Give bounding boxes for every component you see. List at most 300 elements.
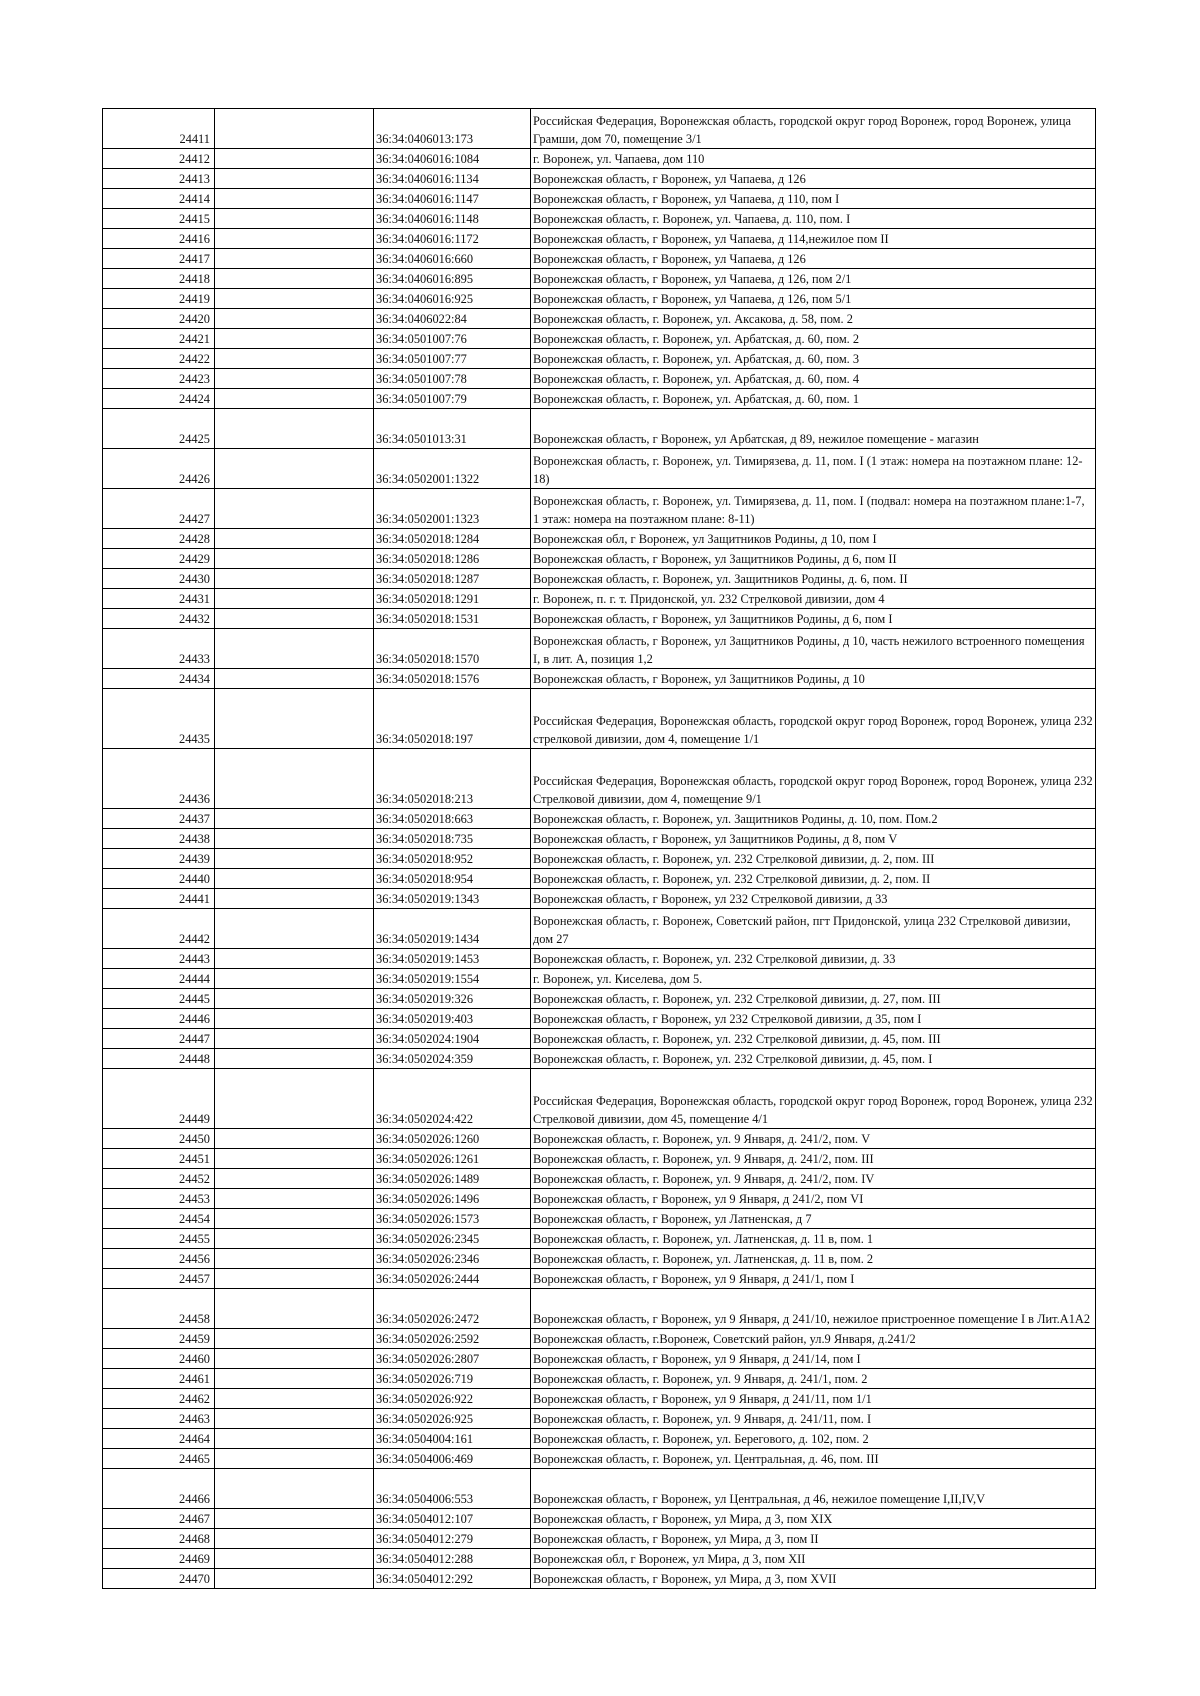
address-cell: Воронежская область, г. Воронеж, ул. Арбатская, д. 60, пом. 4 — [531, 369, 1096, 389]
cadastral-number-cell: 36:34:0502018:735 — [374, 829, 531, 849]
row-number-cell: 24465 — [103, 1449, 215, 1469]
cadastral-number-cell: 36:34:0502018:952 — [374, 849, 531, 869]
row-number-cell: 24448 — [103, 1049, 215, 1069]
table-row — [103, 549, 1096, 569]
row-number-cell: 24411 — [103, 109, 215, 149]
row-number-cell: 24457 — [103, 1269, 215, 1289]
table-row — [103, 949, 1096, 969]
cadastral-number-cell: 36:34:0504004:161 — [374, 1429, 531, 1449]
row-number-cell: 24424 — [103, 389, 215, 409]
row-number-cell: 24452 — [103, 1169, 215, 1189]
address-cell: Воронежская обл, г Воронеж, ул Защитников Родины, д 10, пом I — [531, 529, 1096, 549]
row-number-cell: 24422 — [103, 349, 215, 369]
empty-cell — [215, 549, 374, 569]
address-cell: Российская Федерация, Воронежская область, городской округ город Воронеж, город Воронеж, улица 232 Стрелковой дивизии, дом 45, помещение 4/1 — [531, 1069, 1096, 1129]
cadastral-number-cell: 36:34:0502026:2807 — [374, 1349, 531, 1369]
cadastral-number-cell: 36:34:0504012:107 — [374, 1509, 531, 1529]
table-row — [103, 609, 1096, 629]
table-row — [103, 1009, 1096, 1029]
row-number-cell: 24461 — [103, 1369, 215, 1389]
row-number-cell: 24442 — [103, 909, 215, 949]
address-cell: Воронежская область, г. Воронеж, ул. Защитников Родины, д. 10, пом. Пом.2 — [531, 809, 1096, 829]
address-cell: Воронежская область, г. Воронеж, ул. 232 Стрелковой дивизии, д. 2, пом. III — [531, 849, 1096, 869]
table-row — [103, 409, 1096, 449]
row-number-cell: 24460 — [103, 1349, 215, 1369]
address-cell: Воронежская область, г. Воронеж, ул. 232 Стрелковой дивизии, д. 45, пом. III — [531, 1029, 1096, 1049]
empty-cell — [215, 1349, 374, 1369]
address-cell: г. Воронеж, ул. Чапаева, дом 110 — [531, 149, 1096, 169]
empty-cell — [215, 629, 374, 669]
table-row — [103, 1389, 1096, 1409]
cadastral-number-cell: 36:34:0502018:1291 — [374, 589, 531, 609]
empty-cell — [215, 1209, 374, 1229]
table-row — [103, 1369, 1096, 1389]
empty-cell — [215, 1069, 374, 1129]
row-number-cell: 24454 — [103, 1209, 215, 1229]
empty-cell — [215, 149, 374, 169]
address-cell: Воронежская область, г. Воронеж, ул. Аксакова, д. 58, пом. 2 — [531, 309, 1096, 329]
address-cell: Воронежская область, г. Воронеж, ул. Латненская, д. 11 в, пом. 2 — [531, 1249, 1096, 1269]
empty-cell — [215, 809, 374, 829]
row-number-cell: 24435 — [103, 689, 215, 749]
address-cell: Воронежская область, г Воронеж, ул 9 Января, д 241/1, пом I — [531, 1269, 1096, 1289]
address-cell: Воронежская область, г. Воронеж, ул. 232 Стрелковой дивизии, д. 33 — [531, 949, 1096, 969]
cadastral-number-cell: 36:34:0406016:895 — [374, 269, 531, 289]
empty-cell — [215, 389, 374, 409]
table-row — [103, 1289, 1096, 1329]
table-row — [103, 1049, 1096, 1069]
cadastral-number-cell: 36:34:0502018:1570 — [374, 629, 531, 669]
row-number-cell: 24459 — [103, 1329, 215, 1349]
address-cell: Воронежская область, г. Воронеж, ул. Латненская, д. 11 в, пом. 1 — [531, 1229, 1096, 1249]
address-cell: Воронежская область, г Воронеж, ул Центральная, д 46, нежилое помещение I,II,IV,V — [531, 1469, 1096, 1509]
table-row — [103, 169, 1096, 189]
cadastral-number-cell: 36:34:0502024:422 — [374, 1069, 531, 1129]
address-cell: Воронежская область, г. Воронеж, ул. Центральная, д. 46, пом. III — [531, 1449, 1096, 1469]
empty-cell — [215, 849, 374, 869]
cadastral-number-cell: 36:34:0406016:925 — [374, 289, 531, 309]
address-cell: Воронежская область, г Воронеж, ул Чапаева, д 114,нежилое пом II — [531, 229, 1096, 249]
row-number-cell: 24441 — [103, 889, 215, 909]
table-row — [103, 889, 1096, 909]
table-row — [103, 309, 1096, 329]
table-row — [103, 869, 1096, 889]
table-row — [103, 389, 1096, 409]
table-row — [103, 669, 1096, 689]
table-row — [103, 349, 1096, 369]
row-number-cell: 24449 — [103, 1069, 215, 1129]
address-cell: Воронежская область, г. Воронеж, ул. 9 Января, д. 241/1, пом. 2 — [531, 1369, 1096, 1389]
empty-cell — [215, 1389, 374, 1409]
cadastral-number-cell: 36:34:0502026:922 — [374, 1389, 531, 1409]
row-number-cell: 24438 — [103, 829, 215, 849]
cadastral-number-cell: 36:34:0502019:403 — [374, 1009, 531, 1029]
cadastral-number-cell: 36:34:0406016:1148 — [374, 209, 531, 229]
empty-cell — [215, 1449, 374, 1469]
table-row — [103, 149, 1096, 169]
row-number-cell: 24417 — [103, 249, 215, 269]
table-row — [103, 1229, 1096, 1249]
cadastral-number-cell: 36:34:0502026:1496 — [374, 1189, 531, 1209]
row-number-cell: 24466 — [103, 1469, 215, 1509]
cadastral-number-cell: 36:34:0502026:2592 — [374, 1329, 531, 1349]
row-number-cell: 24421 — [103, 329, 215, 349]
table-row — [103, 749, 1096, 809]
row-number-cell: 24433 — [103, 629, 215, 669]
row-number-cell: 24444 — [103, 969, 215, 989]
address-cell: Воронежская область, г. Воронеж, ул. Защитников Родины, д. 6, пом. II — [531, 569, 1096, 589]
table-row — [103, 1029, 1096, 1049]
cadastral-number-cell: 36:34:0502001:1322 — [374, 449, 531, 489]
row-number-cell: 24446 — [103, 1009, 215, 1029]
address-cell: Воронежская область, г. Воронеж, ул. 9 Января, д. 241/2, пом. IV — [531, 1169, 1096, 1189]
address-cell: Воронежская область, г Воронеж, ул Чапаева, д 126, пом 5/1 — [531, 289, 1096, 309]
cadastral-number-cell: 36:34:0502019:1453 — [374, 949, 531, 969]
address-cell: Воронежская область, г Воронеж, ул Защитников Родины, д 10 — [531, 669, 1096, 689]
empty-cell — [215, 909, 374, 949]
cadastral-number-cell: 36:34:0502019:1434 — [374, 909, 531, 949]
cadastral-number-cell: 36:34:0502026:2472 — [374, 1289, 531, 1329]
row-number-cell: 24462 — [103, 1389, 215, 1409]
empty-cell — [215, 1149, 374, 1169]
row-number-cell: 24426 — [103, 449, 215, 489]
row-number-cell: 24412 — [103, 149, 215, 169]
table-row — [103, 289, 1096, 309]
row-number-cell: 24418 — [103, 269, 215, 289]
row-number-cell: 24427 — [103, 489, 215, 529]
row-number-cell: 24414 — [103, 189, 215, 209]
empty-cell — [215, 309, 374, 329]
empty-cell — [215, 989, 374, 1009]
property-table — [102, 108, 1096, 1589]
cadastral-number-cell: 36:34:0504012:292 — [374, 1569, 531, 1589]
address-cell: г. Воронеж, ул. Киселева, дом 5. — [531, 969, 1096, 989]
cadastral-number-cell: 36:34:0501007:78 — [374, 369, 531, 389]
empty-cell — [215, 869, 374, 889]
address-cell: Воронежская область, г.Воронеж, Советский район, ул.9 Января, д.241/2 — [531, 1329, 1096, 1349]
empty-cell — [215, 1529, 374, 1549]
table-row — [103, 1189, 1096, 1209]
empty-cell — [215, 1469, 374, 1509]
cadastral-number-cell: 36:34:0501007:77 — [374, 349, 531, 369]
table-row — [103, 809, 1096, 829]
cadastral-number-cell: 36:34:0502026:1260 — [374, 1129, 531, 1149]
row-number-cell: 24428 — [103, 529, 215, 549]
empty-cell — [215, 1189, 374, 1209]
cadastral-number-cell: 36:34:0502024:359 — [374, 1049, 531, 1069]
empty-cell — [215, 109, 374, 149]
row-number-cell: 24413 — [103, 169, 215, 189]
address-cell: Воронежская область, г. Воронеж, ул. Чапаева, д. 110, пом. I — [531, 209, 1096, 229]
address-cell: Воронежская область, г Воронеж, ул 9 Января, д 241/10, нежилое пристроенное помещение I в Лит.А1А2 — [531, 1289, 1096, 1329]
empty-cell — [215, 609, 374, 629]
cadastral-number-cell: 36:34:0502018:213 — [374, 749, 531, 809]
row-number-cell: 24425 — [103, 409, 215, 449]
row-number-cell: 24439 — [103, 849, 215, 869]
cadastral-number-cell: 36:34:0406016:1134 — [374, 169, 531, 189]
table-row — [103, 329, 1096, 349]
empty-cell — [215, 689, 374, 749]
address-cell: Воронежская область, г Воронеж, ул Защитников Родины, д 6, пом I — [531, 609, 1096, 629]
property-table-body — [103, 109, 1096, 1589]
address-cell: Воронежская область, г Воронеж, ул 9 Января, д 241/11, пом 1/1 — [531, 1389, 1096, 1409]
empty-cell — [215, 569, 374, 589]
row-number-cell: 24455 — [103, 1229, 215, 1249]
row-number-cell: 24470 — [103, 1569, 215, 1589]
cadastral-number-cell: 36:34:0502018:1286 — [374, 549, 531, 569]
row-number-cell: 24453 — [103, 1189, 215, 1209]
cadastral-number-cell: 36:34:0502018:1284 — [374, 529, 531, 549]
empty-cell — [215, 1549, 374, 1569]
row-number-cell: 24419 — [103, 289, 215, 309]
cadastral-number-cell: 36:34:0502018:197 — [374, 689, 531, 749]
row-number-cell: 24447 — [103, 1029, 215, 1049]
cadastral-number-cell: 36:34:0501007:79 — [374, 389, 531, 409]
address-cell: Воронежская область, г. Воронеж, ул. 9 Января, д. 241/2, пом. III — [531, 1149, 1096, 1169]
empty-cell — [215, 209, 374, 229]
cadastral-number-cell: 36:34:0502018:1576 — [374, 669, 531, 689]
cadastral-number-cell: 36:34:0502018:663 — [374, 809, 531, 829]
table-row — [103, 1149, 1096, 1169]
address-cell: Воронежская область, г Воронеж, ул 9 Января, д 241/14, пом I — [531, 1349, 1096, 1369]
address-cell: Воронежская область, г. Воронеж, Советский район, пгт Придонской, улица 232 Стрелковой дивизии, дом 27 — [531, 909, 1096, 949]
table-row — [103, 1069, 1096, 1129]
address-cell: Воронежская область, г Воронеж, ул 232 Стрелковой дивизии, д 33 — [531, 889, 1096, 909]
table-row — [103, 1329, 1096, 1349]
empty-cell — [215, 369, 374, 389]
empty-cell — [215, 749, 374, 809]
table-row — [103, 1209, 1096, 1229]
table-row — [103, 189, 1096, 209]
empty-cell — [215, 249, 374, 269]
table-row — [103, 449, 1096, 489]
cadastral-number-cell: 36:34:0502001:1323 — [374, 489, 531, 529]
row-number-cell: 24415 — [103, 209, 215, 229]
address-cell: Воронежская область, г. Воронеж, ул. 9 Января, д. 241/2, пом. V — [531, 1129, 1096, 1149]
row-number-cell: 24463 — [103, 1409, 215, 1429]
empty-cell — [215, 1509, 374, 1529]
table-row — [103, 989, 1096, 1009]
address-cell: Воронежская область, г. Воронеж, ул. Арбатская, д. 60, пом. 2 — [531, 329, 1096, 349]
table-row — [103, 829, 1096, 849]
row-number-cell: 24451 — [103, 1149, 215, 1169]
row-number-cell: 24450 — [103, 1129, 215, 1149]
row-number-cell: 24464 — [103, 1429, 215, 1449]
cadastral-number-cell: 36:34:0502019:1554 — [374, 969, 531, 989]
cadastral-number-cell: 36:34:0502026:1573 — [374, 1209, 531, 1229]
address-cell: Воронежская область, г. Воронеж, ул. Берегового, д. 102, пом. 2 — [531, 1429, 1096, 1449]
address-cell: Воронежская область, г. Воронеж, ул. 232 Стрелковой дивизии, д. 2, пом. II — [531, 869, 1096, 889]
table-row — [103, 369, 1096, 389]
row-number-cell: 24431 — [103, 589, 215, 609]
empty-cell — [215, 229, 374, 249]
empty-cell — [215, 489, 374, 529]
cadastral-number-cell: 36:34:0406016:660 — [374, 249, 531, 269]
address-cell: Воронежская область, г Воронеж, ул Мира, д 3, пом II — [531, 1529, 1096, 1549]
table-row — [103, 1449, 1096, 1469]
table-row — [103, 1409, 1096, 1429]
empty-cell — [215, 1009, 374, 1029]
table-row — [103, 849, 1096, 869]
cadastral-number-cell: 36:34:0502026:1261 — [374, 1149, 531, 1169]
empty-cell — [215, 1129, 374, 1149]
table-row — [103, 229, 1096, 249]
cadastral-number-cell: 36:34:0502019:1343 — [374, 889, 531, 909]
empty-cell — [215, 1569, 374, 1589]
empty-cell — [215, 949, 374, 969]
row-number-cell: 24436 — [103, 749, 215, 809]
table-row — [103, 629, 1096, 669]
cadastral-number-cell: 36:34:0502026:1489 — [374, 1169, 531, 1189]
table-row — [103, 969, 1096, 989]
empty-cell — [215, 589, 374, 609]
cadastral-number-cell: 36:34:0406016:1147 — [374, 189, 531, 209]
address-cell: Воронежская область, г Воронеж, ул Мира, д 3, пом XIX — [531, 1509, 1096, 1529]
address-cell: Воронежская область, г. Воронеж, ул. Арбатская, д. 60, пом. 3 — [531, 349, 1096, 369]
row-number-cell: 24423 — [103, 369, 215, 389]
row-number-cell: 24456 — [103, 1249, 215, 1269]
row-number-cell: 24434 — [103, 669, 215, 689]
table-row — [103, 1549, 1096, 1569]
empty-cell — [215, 1249, 374, 1269]
cadastral-number-cell: 36:34:0502026:2444 — [374, 1269, 531, 1289]
table-row — [103, 269, 1096, 289]
empty-cell — [215, 1369, 374, 1389]
empty-cell — [215, 409, 374, 449]
table-row — [103, 109, 1096, 149]
address-cell: Воронежская область, г. Воронеж, ул. Тимирязева, д. 11, пом. I (1 этаж: номера на поэтажном плане: 12-18) — [531, 449, 1096, 489]
address-cell: Воронежская обл, г Воронеж, ул Мира, д 3, пом XII — [531, 1549, 1096, 1569]
address-cell: Российская Федерация, Воронежская область, городской округ город Воронеж, город Воронеж, улица 232 Стрелковой дивизии, дом 4, помещение 9/1 — [531, 749, 1096, 809]
empty-cell — [215, 1289, 374, 1329]
cadastral-number-cell: 36:34:0406016:1084 — [374, 149, 531, 169]
row-number-cell: 24468 — [103, 1529, 215, 1549]
empty-cell — [215, 1029, 374, 1049]
table-row — [103, 529, 1096, 549]
address-cell: Воронежская область, г Воронеж, ул Защитников Родины, д 8, пом V — [531, 829, 1096, 849]
empty-cell — [215, 1049, 374, 1069]
cadastral-number-cell: 36:34:0502018:1287 — [374, 569, 531, 589]
row-number-cell: 24467 — [103, 1509, 215, 1529]
cadastral-number-cell: 36:34:0502024:1904 — [374, 1029, 531, 1049]
cadastral-number-cell: 36:34:0502026:2346 — [374, 1249, 531, 1269]
table-row — [103, 1429, 1096, 1449]
cadastral-number-cell: 36:34:0502019:326 — [374, 989, 531, 1009]
table-row — [103, 1569, 1096, 1589]
table-row — [103, 1249, 1096, 1269]
address-cell: Воронежская область, г. Воронеж, ул. Арбатская, д. 60, пом. 1 — [531, 389, 1096, 409]
empty-cell — [215, 889, 374, 909]
address-cell: Воронежская область, г. Воронеж, ул. Тимирязева, д. 11, пом. I (подвал: номера на поэтажном плане:1-7, 1 этаж: номера на поэтажном плане: 8-11) — [531, 489, 1096, 529]
cadastral-number-cell: 36:34:0502026:2345 — [374, 1229, 531, 1249]
cadastral-number-cell: 36:34:0406013:173 — [374, 109, 531, 149]
empty-cell — [215, 289, 374, 309]
address-cell: Воронежская область, г Воронеж, ул Защитников Родины, д 10, часть нежилого встроенного помещения I, в лит. А, позиция 1,2 — [531, 629, 1096, 669]
cadastral-number-cell: 36:34:0504012:279 — [374, 1529, 531, 1549]
row-number-cell: 24429 — [103, 549, 215, 569]
cadastral-number-cell: 36:34:0502018:954 — [374, 869, 531, 889]
address-cell: Воронежская область, г Воронеж, ул Чапаева, д 126, пом 2/1 — [531, 269, 1096, 289]
cadastral-number-cell: 36:34:0502026:925 — [374, 1409, 531, 1429]
row-number-cell: 24458 — [103, 1289, 215, 1329]
table-row — [103, 689, 1096, 749]
table-row — [103, 1469, 1096, 1509]
address-cell: Воронежская область, г Воронеж, ул 9 Января, д 241/2, пом VI — [531, 1189, 1096, 1209]
empty-cell — [215, 189, 374, 209]
empty-cell — [215, 1269, 374, 1289]
address-cell: Воронежская область, г Воронеж, ул Защитников Родины, д 6, пом II — [531, 549, 1096, 569]
empty-cell — [215, 449, 374, 489]
address-cell: Воронежская область, г. Воронеж, ул. 232 Стрелковой дивизии, д. 27, пом. III — [531, 989, 1096, 1009]
empty-cell — [215, 269, 374, 289]
row-number-cell: 24420 — [103, 309, 215, 329]
cadastral-number-cell: 36:34:0406016:1172 — [374, 229, 531, 249]
address-cell: Российская Федерация, Воронежская область, городской округ город Воронеж, город Воронеж, улица 232 стрелковой дивизии, дом 4, помещение 1/1 — [531, 689, 1096, 749]
address-cell: Воронежская область, г. Воронеж, ул. 9 Января, д. 241/11, пом. I — [531, 1409, 1096, 1429]
row-number-cell: 24445 — [103, 989, 215, 1009]
cadastral-number-cell: 36:34:0502018:1531 — [374, 609, 531, 629]
table-row — [103, 1349, 1096, 1369]
cadastral-number-cell: 36:34:0504006:553 — [374, 1469, 531, 1509]
empty-cell — [215, 1169, 374, 1189]
row-number-cell: 24416 — [103, 229, 215, 249]
empty-cell — [215, 529, 374, 549]
table-row — [103, 1269, 1096, 1289]
table-row — [103, 1529, 1096, 1549]
table-row — [103, 1509, 1096, 1529]
table-row — [103, 209, 1096, 229]
row-number-cell: 24469 — [103, 1549, 215, 1569]
row-number-cell: 24437 — [103, 809, 215, 829]
address-cell: Воронежская область, г Воронеж, ул 232 Стрелковой дивизии, д 35, пом I — [531, 1009, 1096, 1029]
empty-cell — [215, 329, 374, 349]
row-number-cell: 24443 — [103, 949, 215, 969]
empty-cell — [215, 1429, 374, 1449]
table-row — [103, 569, 1096, 589]
table-row — [103, 589, 1096, 609]
empty-cell — [215, 969, 374, 989]
cadastral-number-cell: 36:34:0406022:84 — [374, 309, 531, 329]
empty-cell — [215, 829, 374, 849]
address-cell: Воронежская область, г. Воронеж, ул. 232 Стрелковой дивизии, д. 45, пом. I — [531, 1049, 1096, 1069]
cadastral-number-cell: 36:34:0501007:76 — [374, 329, 531, 349]
address-cell: г. Воронеж, п. г. т. Придонской, ул. 232 Стрелковой дивизии, дом 4 — [531, 589, 1096, 609]
empty-cell — [215, 169, 374, 189]
address-cell: Воронежская область, г Воронеж, ул Латненская, д 7 — [531, 1209, 1096, 1229]
address-cell: Воронежская область, г Воронеж, ул Мира, д 3, пом XVII — [531, 1569, 1096, 1589]
address-cell: Российская Федерация, Воронежская область, городской округ город Воронеж, город Воронеж, улица Грамши, дом 70, помещение 3/1 — [531, 109, 1096, 149]
address-cell: Воронежская область, г Воронеж, ул Чапаева, д 110, пом I — [531, 189, 1096, 209]
empty-cell — [215, 1409, 374, 1429]
table-row — [103, 1129, 1096, 1149]
cadastral-number-cell: 36:34:0501013:31 — [374, 409, 531, 449]
empty-cell — [215, 1329, 374, 1349]
table-row — [103, 489, 1096, 529]
row-number-cell: 24440 — [103, 869, 215, 889]
row-number-cell: 24432 — [103, 609, 215, 629]
empty-cell — [215, 349, 374, 369]
empty-cell — [215, 669, 374, 689]
cadastral-number-cell: 36:34:0504006:469 — [374, 1449, 531, 1469]
empty-cell — [215, 1229, 374, 1249]
cadastral-number-cell: 36:34:0502026:719 — [374, 1369, 531, 1389]
table-row — [103, 909, 1096, 949]
cadastral-number-cell: 36:34:0504012:288 — [374, 1549, 531, 1569]
table-row — [103, 1169, 1096, 1189]
row-number-cell: 24430 — [103, 569, 215, 589]
address-cell: Воронежская область, г Воронеж, ул Чапаева, д 126 — [531, 169, 1096, 189]
address-cell: Воронежская область, г Воронеж, ул Арбатская, д 89, нежилое помещение - магазин — [531, 409, 1096, 449]
